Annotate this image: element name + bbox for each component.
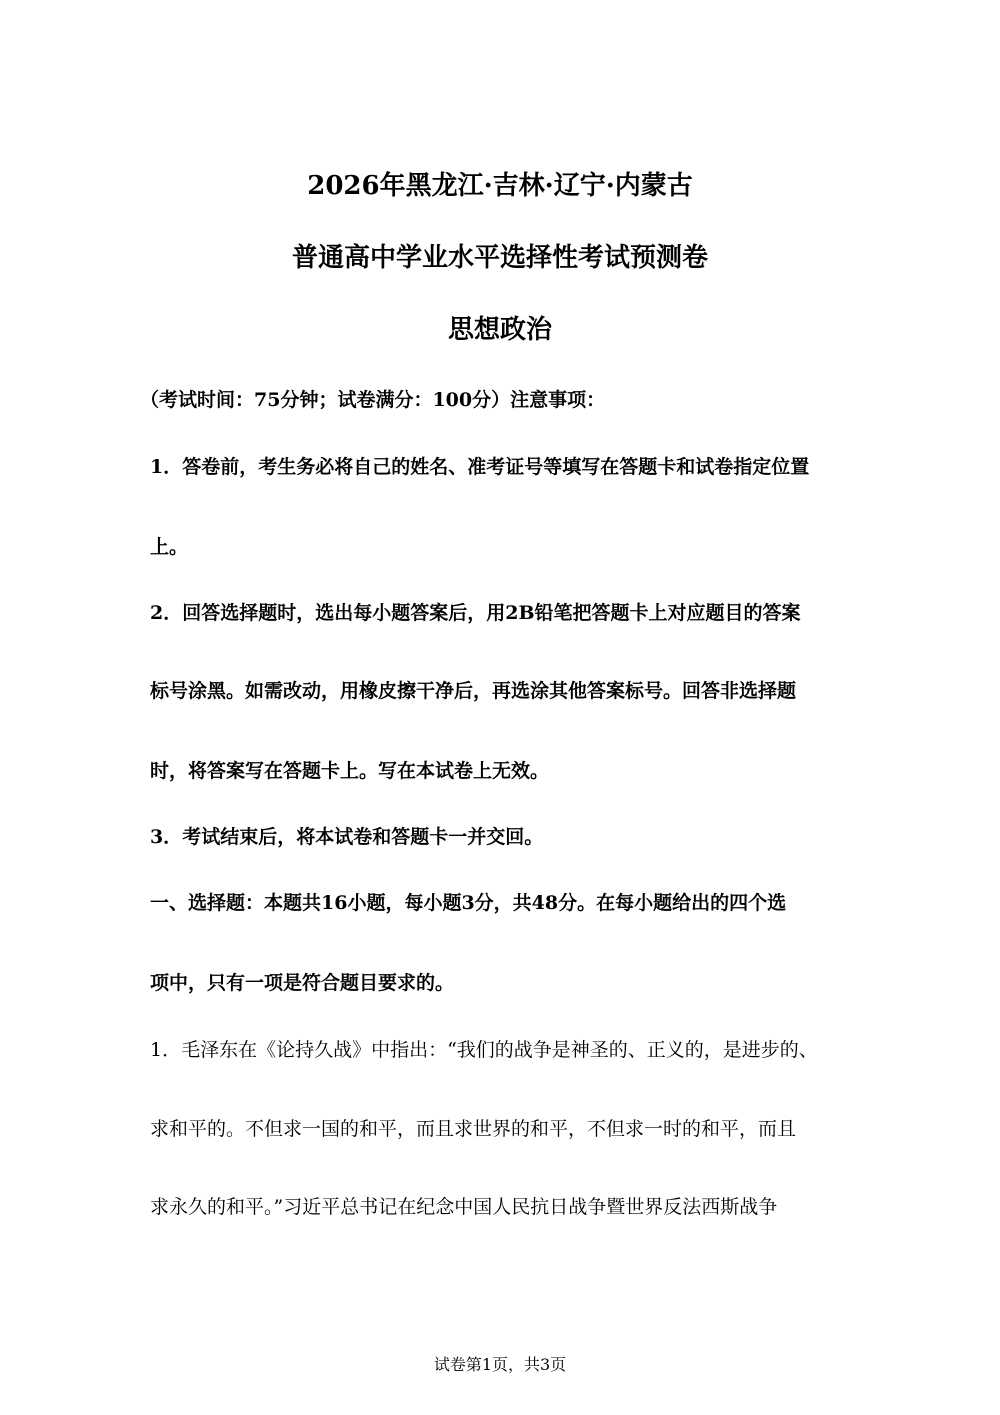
exam-title-line1: 2026年黑龙江·吉林·辽宁·内蒙古 [307,171,693,201]
question-1-line2: 求和平的。不但求一国的和平，而且求世界的和平，不但求一时的和平，而且 [150,1118,797,1140]
notice-item-2-line1: 2．回答选择题时，选出每小题答案后，用2B铅笔把答题卡上对应题目的答案 [150,602,801,624]
question-1-line3: 求永久的和平。”习近平总书记在纪念中国人民抗日战争暨世界反法西斯战争 [150,1196,778,1218]
exam-subject: 思想政治 [447,315,552,345]
exam-title-line2: 普通高中学业水平选择性考试预测卷 [291,243,708,273]
page-footer: 试卷第1页，共3页 [433,1355,567,1374]
section-heading-line1: 一、选择题：本题共16小题，每小题3分，共48分。在每小题给出的四个选 [150,892,787,914]
question-1-line1: 1．毛泽东在《论持久战》中指出：“我们的战争是神圣的、正义的，是进步的、 [150,1039,818,1061]
notice-item-1-line1: 1．答卷前，考生务必将自己的姓名、准考证号等填写在答题卡和试卷指定位置 [150,456,810,478]
exam-info: （考试时间：75分钟；试卷满分：100分）注意事项： [140,389,606,411]
notice-item-2-line2: 标号涂黑。如需改动，用橡皮擦干净后，再选涂其他答案标号。回答非选择题 [150,680,797,702]
notice-item-1-line2: 上。 [150,536,189,558]
section-heading-line2: 项中，只有一项是符合题目要求的。 [150,972,455,994]
notice-item-3: 3．考试结束后，将本试卷和答题卡一并交回。 [150,826,544,848]
notice-item-2-line3: 时，将答案写在答题卡上。写在本试卷上无效。 [150,760,550,782]
